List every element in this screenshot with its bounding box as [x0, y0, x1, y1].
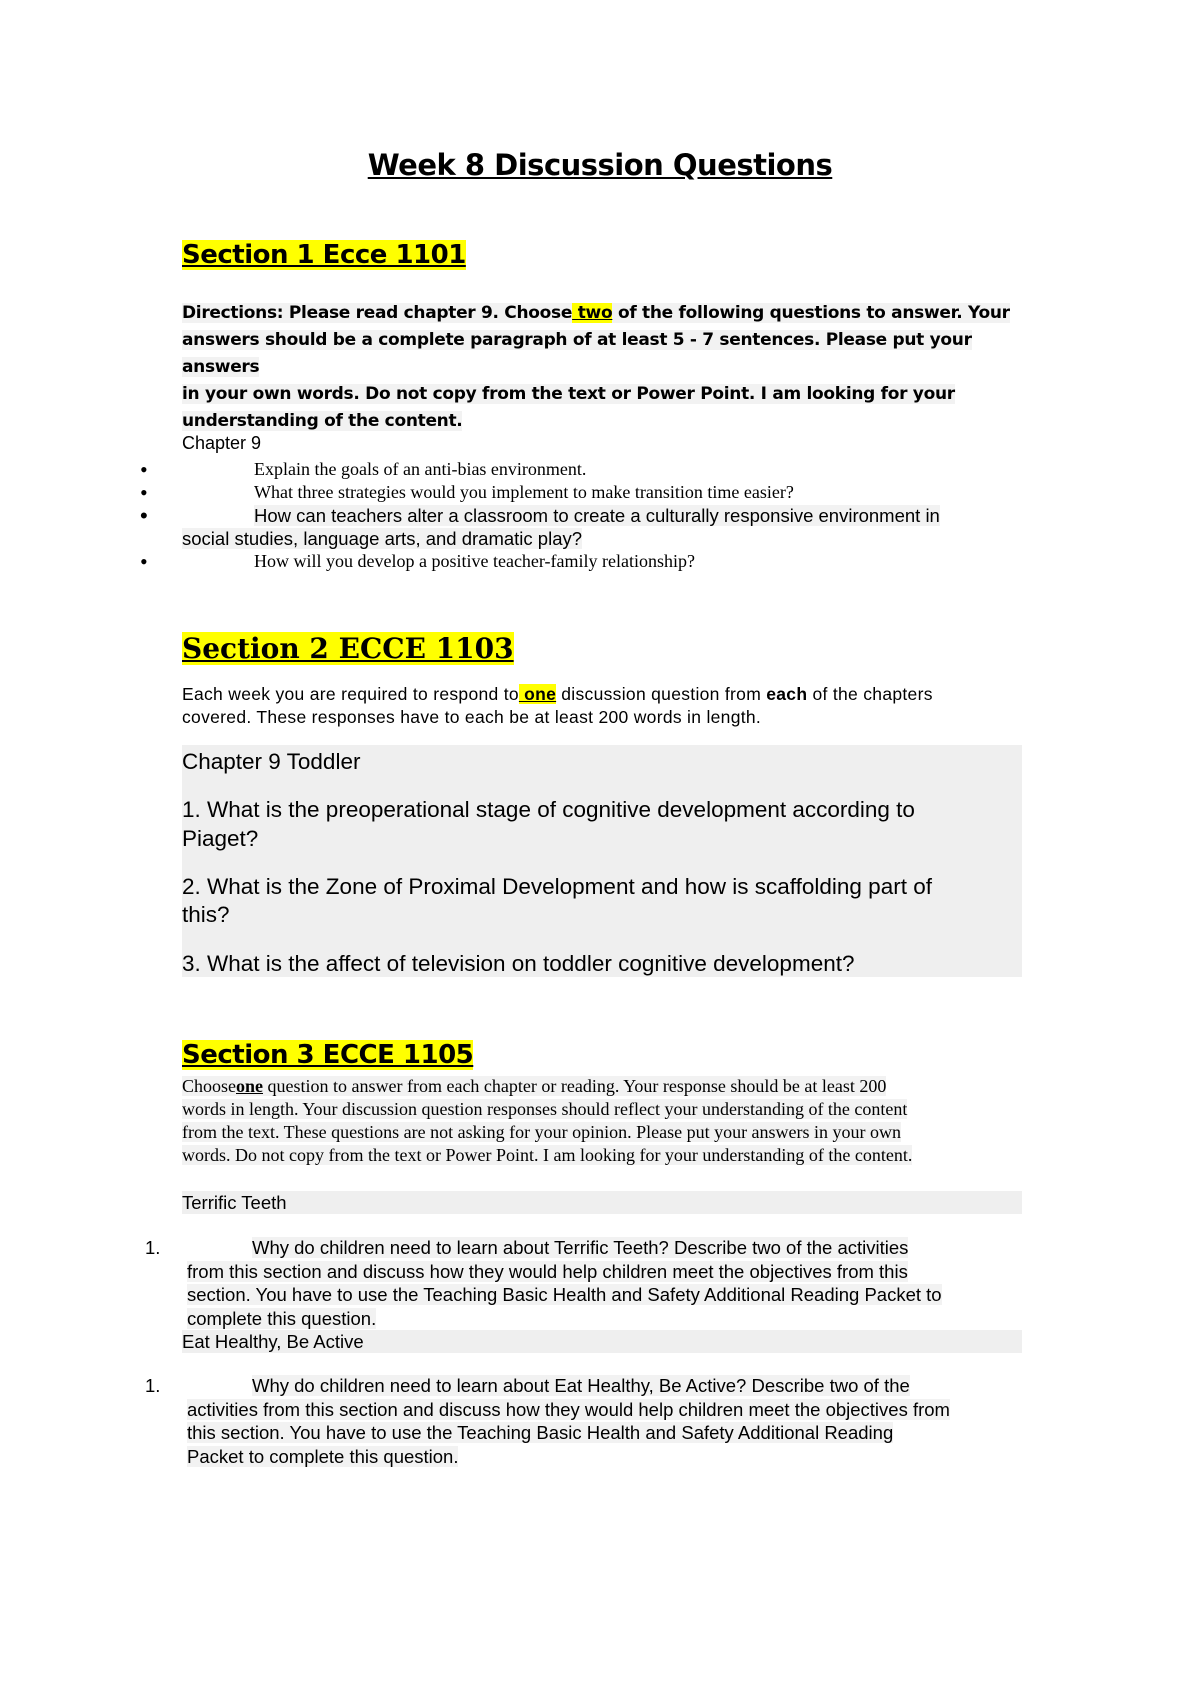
list-number: 1.: [145, 1375, 161, 1396]
eat-healthy-question: 1. Why do children need to learn about Eat Healthy, Be Active? Describe two of the activities from this section and discuss how they would help children meet the objectives from this section. You have to use the Teaching Basic Health and Safety Additional Reading Packet to complete this question.: [145, 1375, 950, 1467]
list-number: 1.: [145, 1237, 161, 1258]
list-item: • What three strategies would you implement to make transition time easier?: [140, 480, 794, 505]
eat-healthy-label: Eat Healthy, Be Active: [182, 1330, 1022, 1353]
chapter-9-label: Chapter 9: [182, 433, 262, 453]
bullet-icon: •: [140, 549, 148, 574]
section-1-heading: Section 1 Ecce 1101: [182, 240, 466, 270]
section-3-intro: Chooseone question to answer from each chapter or reading. Your response should be at least 200 words in length. Your discussion question responses should reflect your understanding of the content from the text. These questions are not asking for your opinion. Please put your answers in your own words. Do not copy from the text or Power Point. I am looking for your understanding of the content.: [182, 1076, 913, 1165]
bullet-icon: •: [140, 503, 148, 528]
chapter-9-toddler-label: Chapter 9 Toddler: [182, 749, 361, 774]
question-3: 3. What is the affect of television on toddler cognitive development?: [182, 951, 855, 976]
list-item: • Explain the goals of an anti-bias environment.: [140, 457, 587, 482]
directions-text: Directions: Please read chapter 9. Choose: [182, 303, 573, 323]
section-2-intro: Each week you are required to respond to one discussion question from each of the chapters covered. These responses have to each be at least 200 words in length.: [182, 684, 933, 727]
terrific-teeth-label: Terrific Teeth: [182, 1191, 1022, 1214]
highlight-one: one: [236, 1076, 263, 1096]
section-3-heading: Section 3 ECCE 1105: [182, 1040, 474, 1070]
question-2: 2. What is the Zone of Proximal Development and how is scaffolding part of: [182, 874, 932, 899]
list-item: • How will you develop a positive teacher-family relationship?: [140, 549, 696, 574]
list-item-continuation: social studies, language arts, and dramatic play?: [182, 528, 583, 549]
terrific-teeth-question: 1. Why do children need to learn about Terrific Teeth? Describe two of the activities from this section and discuss how they would help children meet the objectives from this section. You have to use the Teaching Basic Health and Safety Additional Reading Packet to complete this question.: [145, 1237, 942, 1329]
section-2-questions-box: Chapter 9 Toddler 1. What is the preoperational stage of cognitive development according to Piaget? 2. What is the Zone of Proximal Development and how is scaffolding part of this? 3. What is the affect of television on toddler cognitive development?: [182, 745, 1022, 977]
question-1: 1. What is the preoperational stage of cognitive development according to: [182, 797, 915, 822]
list-item: • How can teachers alter a classroom to create a culturally responsive environment in: [140, 503, 940, 528]
highlight-two: two: [572, 303, 613, 323]
section-1-question-list: [140, 458, 1020, 573]
bullet-icon: •: [140, 457, 148, 482]
section-1-directions: Directions: Please read chapter 9. Choose two of the following questions to answer. Your answers should be a complete paragraph of at least 5 - 7 sentences. Please put your answers in your own words. Do not copy from the text or Power Point. I am looking for your understanding of the content.: [182, 303, 1010, 431]
page-title: Week 8 Discussion Questions: [367, 148, 833, 182]
highlight-one: one: [518, 684, 557, 704]
bullet-icon: •: [140, 480, 148, 505]
section-2-heading: Section 2 ECCE 1103: [182, 632, 514, 665]
